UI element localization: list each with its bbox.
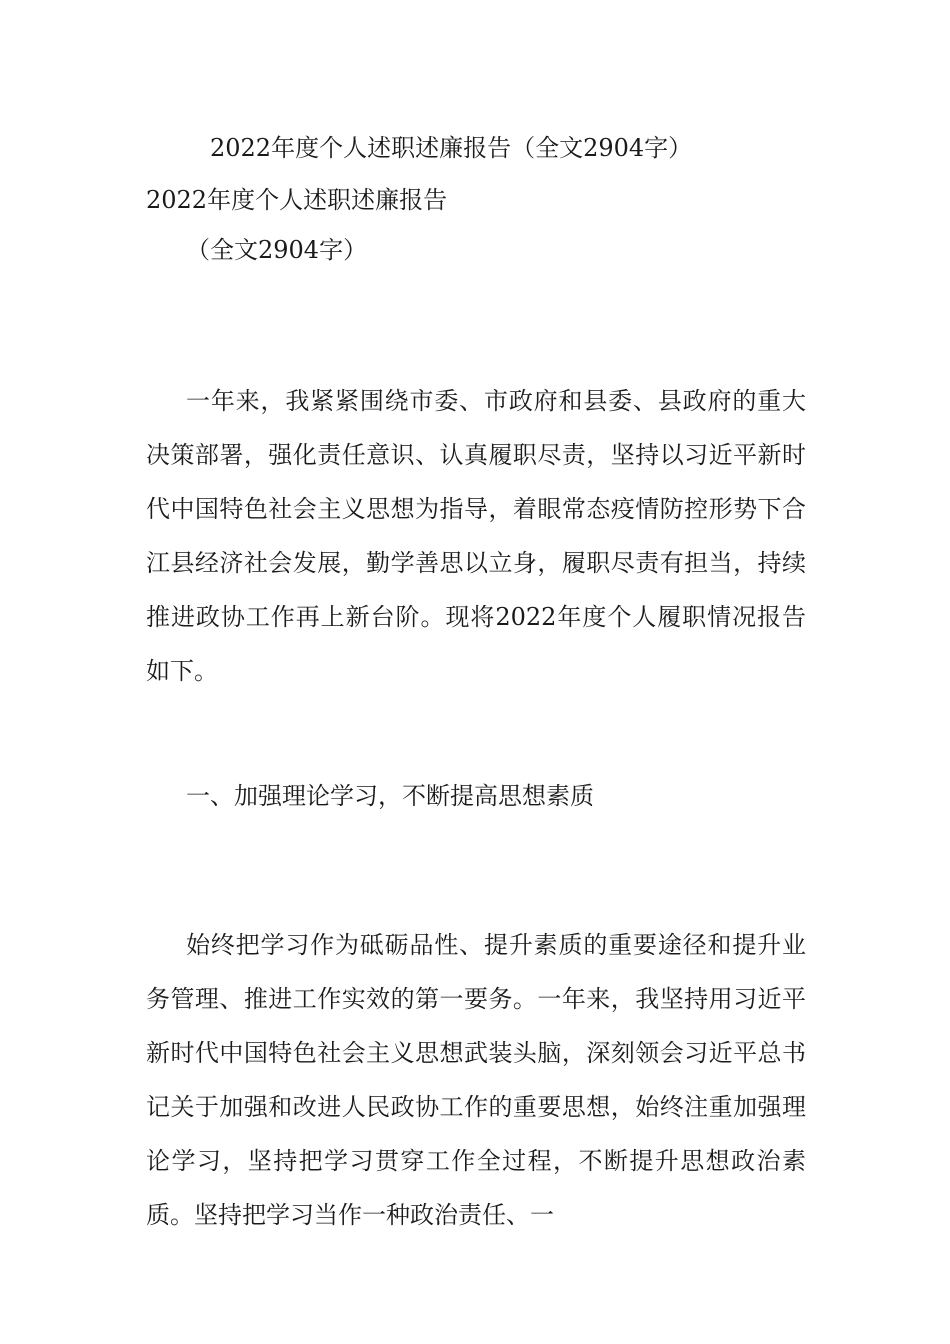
document-title: 2022年度个人述职述廉报告（全文2904字）	[210, 134, 693, 162]
document-subtitle: 2022年度个人述职述廉报告	[146, 186, 448, 214]
word-count-note: （全文2904字）	[186, 236, 368, 264]
body-paragraph: 始终把学习作为砥砺品性、提升素质的重要途径和提升业务管理、推进工作实效的第一要务。一年来，我坚持用习近平新时代中国特色社会主义思想武装头脑，深刻领会习近平总书记关于加强和改进人民政协工作的重要思想，始终注重加强理论学习，坚持把学习贯穿工作全过程，不断提升思想政治素质。坚持把学习当作一种政治责任、一	[146, 931, 806, 1229]
section-heading: 一、加强理论学习，不断提高思想素质	[186, 782, 594, 810]
intro-paragraph: 一年来，我紧紧围绕市委、市政府和县委、县政府的重大决策部署，强化责任意识、认真履职尽责，坚持以习近平新时代中国特色社会主义思想为指导，着眼常态疫情防控形势下合江县经济社会发展，勤学善思以立身，履职尽责有担当，持续推进政协工作再上新台阶。现将2022年度个人履职情况报告如下。	[146, 387, 806, 685]
